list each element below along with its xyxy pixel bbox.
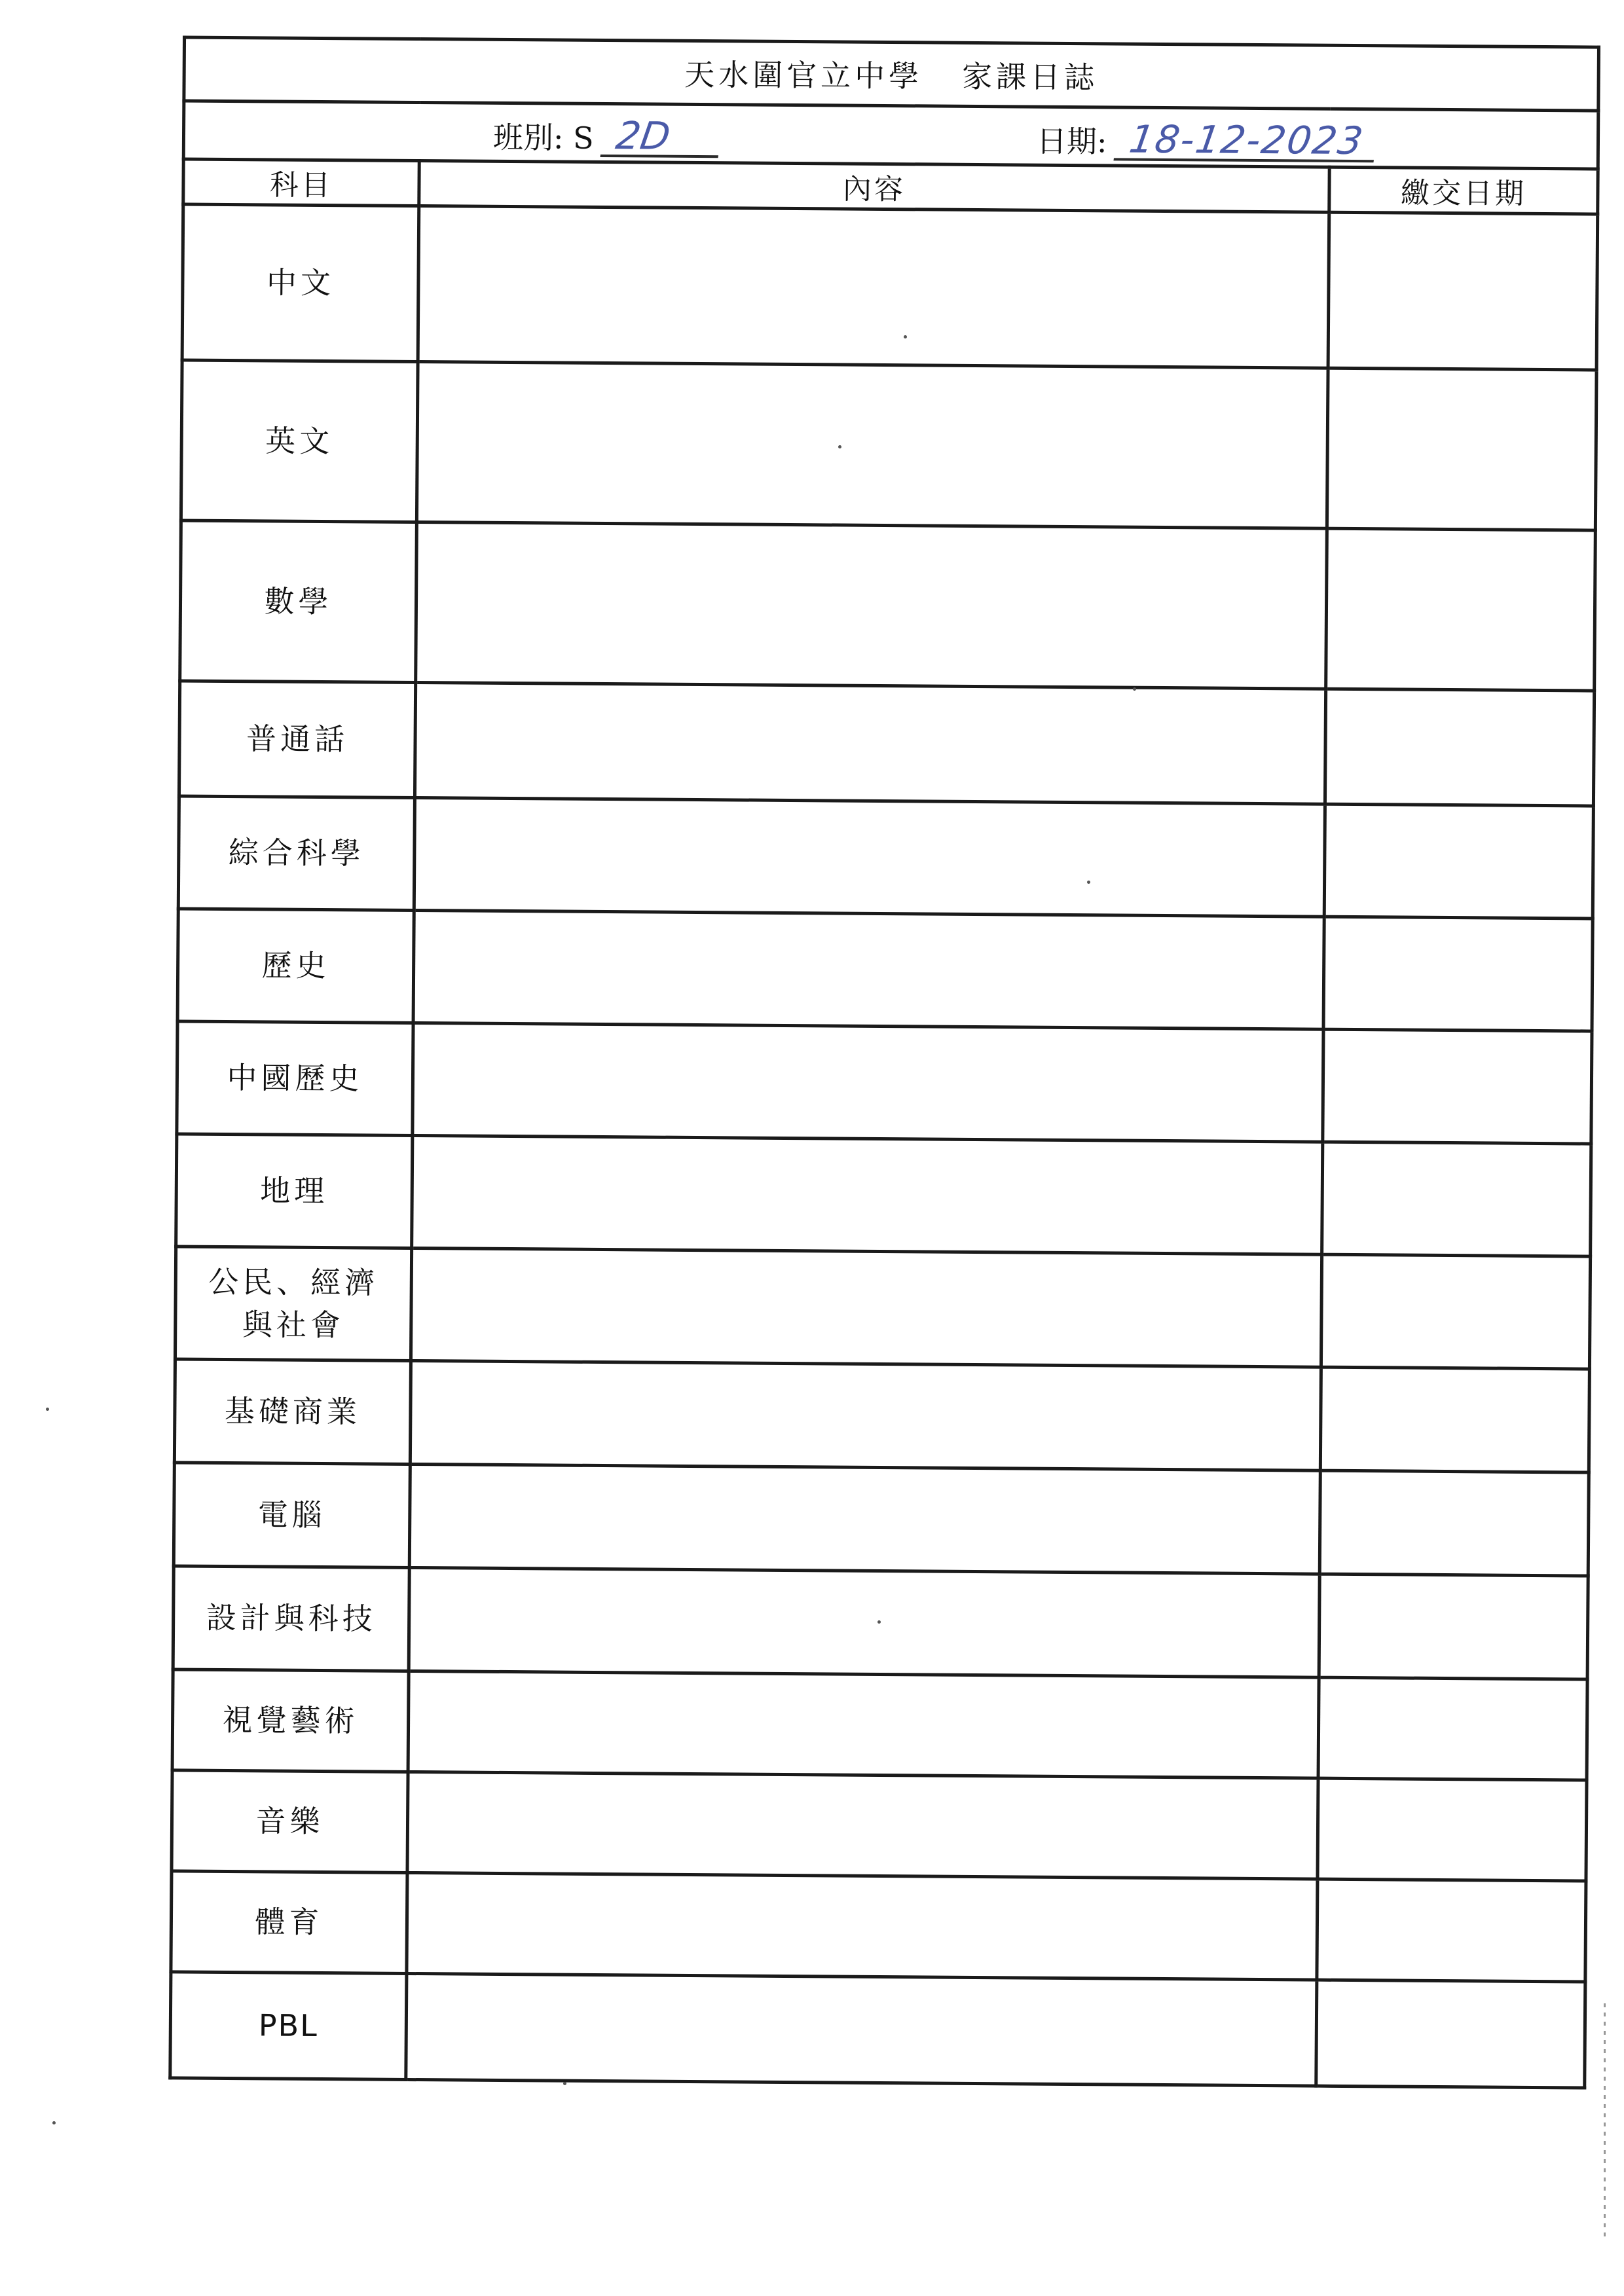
scan-speck <box>563 2082 566 2085</box>
subject-label: 音樂 <box>172 1770 408 1873</box>
paper-edge-shadow <box>1604 2003 1606 2239</box>
subject-label <box>175 1247 411 1361</box>
subject-label: 歷史 <box>177 909 414 1023</box>
scan-speck <box>838 445 841 448</box>
date-field <box>1037 118 1377 164</box>
content-cell[interactable] <box>418 206 1329 369</box>
due-date-cell[interactable] <box>1320 1367 1589 1472</box>
content-cell[interactable] <box>409 1464 1320 1574</box>
subject-label-line: 公民、經濟 <box>208 1264 379 1301</box>
due-date-cell[interactable] <box>1318 1778 1587 1881</box>
subject-label: 視覺藝術 <box>172 1669 409 1772</box>
due-date-cell[interactable] <box>1325 689 1594 806</box>
due-date-cell[interactable] <box>1324 804 1593 919</box>
subject-label: 普通話 <box>179 681 415 798</box>
subject-label: 基礎商業 <box>174 1359 411 1465</box>
scan-speck <box>1133 687 1136 691</box>
table-row <box>181 360 1596 530</box>
content-cell[interactable] <box>410 1360 1321 1470</box>
content-cell[interactable] <box>413 910 1324 1029</box>
column-header-subject: 科目 <box>183 159 419 206</box>
due-date-cell[interactable] <box>1326 528 1596 691</box>
table-row <box>171 1871 1586 1982</box>
class-value: 2D <box>600 117 724 158</box>
content-cell[interactable] <box>408 1671 1319 1778</box>
due-date-cell[interactable] <box>1322 1142 1591 1256</box>
document-title: 家課日誌 <box>961 58 1099 96</box>
content-cell[interactable] <box>411 1248 1321 1367</box>
class-label: 班別: S <box>492 119 594 156</box>
table-row <box>174 1463 1589 1576</box>
subject-label: 英文 <box>181 360 418 522</box>
due-date-cell[interactable] <box>1327 368 1596 530</box>
table-row <box>174 1359 1589 1472</box>
content-cell[interactable] <box>407 1772 1318 1879</box>
content-cell[interactable] <box>409 1567 1320 1677</box>
content-cell[interactable] <box>412 1135 1323 1254</box>
table-row <box>176 1134 1591 1256</box>
due-date-cell[interactable] <box>1317 1879 1586 1982</box>
subject-label: PBL <box>170 1972 407 2080</box>
content-cell[interactable] <box>414 798 1325 917</box>
content-cell[interactable] <box>413 1023 1323 1142</box>
due-date-cell[interactable] <box>1321 1254 1590 1369</box>
subject-label: 電腦 <box>174 1463 410 1568</box>
subject-label: 體育 <box>171 1871 407 1974</box>
table-row <box>172 1770 1587 1881</box>
table-row <box>170 1972 1585 2088</box>
due-date-cell[interactable] <box>1323 1029 1592 1144</box>
table-row <box>177 909 1593 1031</box>
date-value: 18-12-2023 <box>1114 120 1380 162</box>
table-row <box>177 1021 1592 1144</box>
homework-diary-sheet <box>168 35 1597 2117</box>
due-date-cell[interactable] <box>1319 1574 1588 1679</box>
scan-speck <box>877 1620 881 1624</box>
school-name: 天水圍官立中學 <box>684 56 923 94</box>
column-header-due-date: 繳交日期 <box>1329 167 1598 214</box>
content-cell[interactable] <box>416 522 1327 689</box>
table-row <box>180 520 1596 691</box>
class-field <box>493 114 722 158</box>
column-header-content: 內容 <box>419 161 1329 213</box>
content-cell[interactable] <box>406 1973 1317 2086</box>
class-date-row <box>183 101 1598 169</box>
subject-label: 地理 <box>176 1134 413 1248</box>
content-cell[interactable] <box>415 683 1325 805</box>
subject-label: 綜合科學 <box>178 796 415 911</box>
scan-speck <box>46 1408 49 1411</box>
table-row <box>172 1669 1587 1780</box>
scan-speck <box>1087 881 1090 884</box>
subject-label: 數學 <box>180 520 417 683</box>
subject-label: 中國歷史 <box>177 1021 413 1136</box>
due-date-cell[interactable] <box>1316 1980 1585 2088</box>
table-row <box>175 1247 1590 1369</box>
content-cell[interactable] <box>407 1872 1318 1980</box>
content-cell[interactable] <box>416 362 1328 529</box>
table-row <box>178 796 1593 919</box>
subject-label: 中文 <box>182 204 419 362</box>
date-label: 日期: <box>1036 123 1107 160</box>
scan-speck <box>904 335 907 338</box>
scan-speck <box>52 2121 56 2124</box>
homework-diary-table <box>168 35 1600 2089</box>
due-date-cell[interactable] <box>1328 212 1598 370</box>
table-row <box>182 204 1598 370</box>
diary-title <box>184 37 1599 111</box>
due-date-cell[interactable] <box>1318 1677 1587 1780</box>
subject-label: 設計與科技 <box>173 1566 409 1671</box>
subject-label-line: 與社會 <box>242 1306 345 1343</box>
due-date-cell[interactable] <box>1323 917 1593 1031</box>
due-date-cell[interactable] <box>1320 1470 1589 1576</box>
table-row <box>179 681 1594 806</box>
